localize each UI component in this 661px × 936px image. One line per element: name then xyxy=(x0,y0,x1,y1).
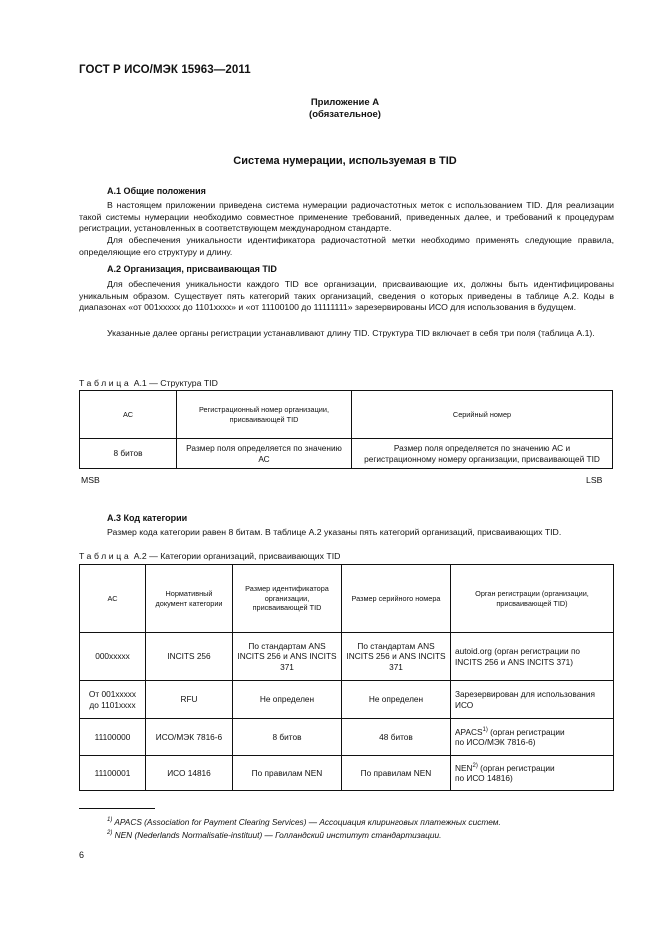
page-number: 6 xyxy=(79,850,85,860)
section-a1-title: А.1 Общие положения xyxy=(107,186,206,196)
table2-cell: 8 битов xyxy=(233,719,342,756)
table2-cell-nen: NEN$^{2)}$ (орган регистрации по ИСО 14816) xyxy=(451,756,614,791)
annex-heading: Система нумерации, используемая в TID xyxy=(233,155,457,167)
footnote-2 xyxy=(107,830,441,840)
table1-header-row xyxy=(80,391,613,439)
table2-caption-text: А.2 — Категории организаций, присваивающих TID xyxy=(133,551,341,561)
table1-caption-text: А.1 — Структура TID xyxy=(133,378,218,388)
table2-cell: 000xxxxx xyxy=(80,633,146,681)
section-a2-title: А.2 Организация, присваивающая TID xyxy=(107,264,277,274)
table2-cell: ИСО/МЭК 7816-6 xyxy=(146,719,233,756)
table2-cell: RFU xyxy=(146,681,233,719)
table2-header-row xyxy=(80,565,614,633)
table2-cell: Не определен xyxy=(342,681,451,719)
table2-cell: Зарезервирован для использования ИСО xyxy=(451,681,614,719)
section-a1-para-1: В настоящем приложении приведена система нумерации радиочастотных меток с использованием TID. Для реализации такой системы нумерации необходимо совместное применение требований, приведенных далее, и требований к процедурам регистрации, установленных в соответствующем международном стандарте. xyxy=(79,200,614,234)
table2-header-cell: Нормативный документ категории xyxy=(146,565,233,633)
table2-cell: От 001xxxxx до 1101xxxx xyxy=(80,681,146,719)
table2-cell: По стандартам ANS INCITS 256 и ANS INCITS 371 xyxy=(342,633,451,681)
table-organization-categories xyxy=(79,564,614,791)
footnote-1 xyxy=(107,817,501,827)
table1-cell: Размер поля определяется по значению АС xyxy=(177,439,352,469)
table2-cell: INCITS 256 xyxy=(146,633,233,681)
table1-header-cell: Регистрационный номер организации, присваивающей TID xyxy=(177,391,352,439)
table2-cell: По стандартам ANS INCITS 256 и ANS INCITS 371 xyxy=(233,633,342,681)
standard-designation: ГОСТ Р ИСО/МЭК 15963—2011 xyxy=(79,64,251,76)
section-a1-para-2: Для обеспечения уникальности идентификатора радиочастотной метки необходимо применять следующие правила, определяющие его структуру и длину. xyxy=(79,235,614,257)
table2-header-cell: АС xyxy=(80,565,146,633)
table2-row xyxy=(80,719,614,756)
table1-caption xyxy=(79,378,218,388)
table1-cell: Размер поля определяется по значению АС и регистрационному номеру организации, присваивающей TID xyxy=(352,439,613,469)
table1-header-cell: АС xyxy=(80,391,177,439)
lsb-label: LSB xyxy=(586,475,603,485)
msb-label: MSB xyxy=(81,475,100,485)
table2-header-cell: Размер идентификатора организации, присваивающей TID xyxy=(233,565,342,633)
footnote-1-mark: 1) xyxy=(107,817,113,824)
table2-row xyxy=(80,756,614,791)
annex-label: Приложение А xyxy=(310,97,380,108)
table1-caption-prefix: Таблица xyxy=(79,378,132,388)
table2-row xyxy=(80,681,614,719)
table2-cell: 11100000 xyxy=(80,719,146,756)
table2-cell-apacs: APACS$^{1)}$ (орган регистрации по ИСО/МЭК 7816-6) xyxy=(451,719,614,756)
table1-row xyxy=(80,439,613,469)
table2-caption xyxy=(79,551,340,561)
table2-cell: По правилам NEN xyxy=(233,756,342,791)
footnote-ref-2: 2) xyxy=(472,762,478,769)
table2-header-cell: Орган регистрации (организации, присваивающей TID) xyxy=(451,565,614,633)
footnote-separator xyxy=(79,808,155,809)
table2-row xyxy=(80,633,614,681)
footnote-ref-1: 1) xyxy=(482,726,488,733)
table2-caption-prefix: Таблица xyxy=(79,551,132,561)
footnote-2-mark: 2) xyxy=(107,830,113,837)
table2-cell: Не определен xyxy=(233,681,342,719)
section-a2-para-1: Для обеспечения уникальности каждого TID все организации, присваивающие их, должны быть идентифицированы уникальным образом. Существует пять категорий таких организаций, сведения о которых приведены в таблице А.2. Коды в диапазонах «от 001xxxxx до 1101xxxx» и «от 11100100 до 11111111» зарезервированы ИСО для использования в будущем. xyxy=(79,279,614,313)
section-a3-title: А.3 Код категории xyxy=(107,513,188,523)
table2-cell: ИСО 14816 xyxy=(146,756,233,791)
table2-cell: autoid.org (орган регистрации по INCITS 256 и ANS INCITS 371) xyxy=(451,633,614,681)
section-a3-para-1: Размер кода категории равен 8 битам. В таблице А.2 указаны пять категорий организаций, присваивающих TID. xyxy=(107,527,562,537)
footnote-2-text: NEN (Nederlands Normalisatie-instituut) — Голландский институт стандартизации. xyxy=(114,830,442,840)
table2-cell: По правилам NEN xyxy=(342,756,451,791)
table1-header-cell: Серийный номер xyxy=(352,391,613,439)
table1-cell: 8 битов xyxy=(80,439,177,469)
annex-status: (обязательное) xyxy=(309,109,381,120)
section-a2-para-2: Указанные далее органы регистрации устанавливают длину TID. Структура TID включает в себя три поля (таблица А.1). xyxy=(107,328,595,338)
table2-cell: 48 битов xyxy=(342,719,451,756)
table2-header-cell: Размер серийного номера xyxy=(342,565,451,633)
table-tid-structure xyxy=(79,390,613,469)
annex-title xyxy=(0,97,661,121)
footnote-1-text: APACS (Association for Payment Clearing Services) — Ассоциация клиринговых платежных систем. xyxy=(114,817,501,827)
table2-cell: 11100001 xyxy=(80,756,146,791)
